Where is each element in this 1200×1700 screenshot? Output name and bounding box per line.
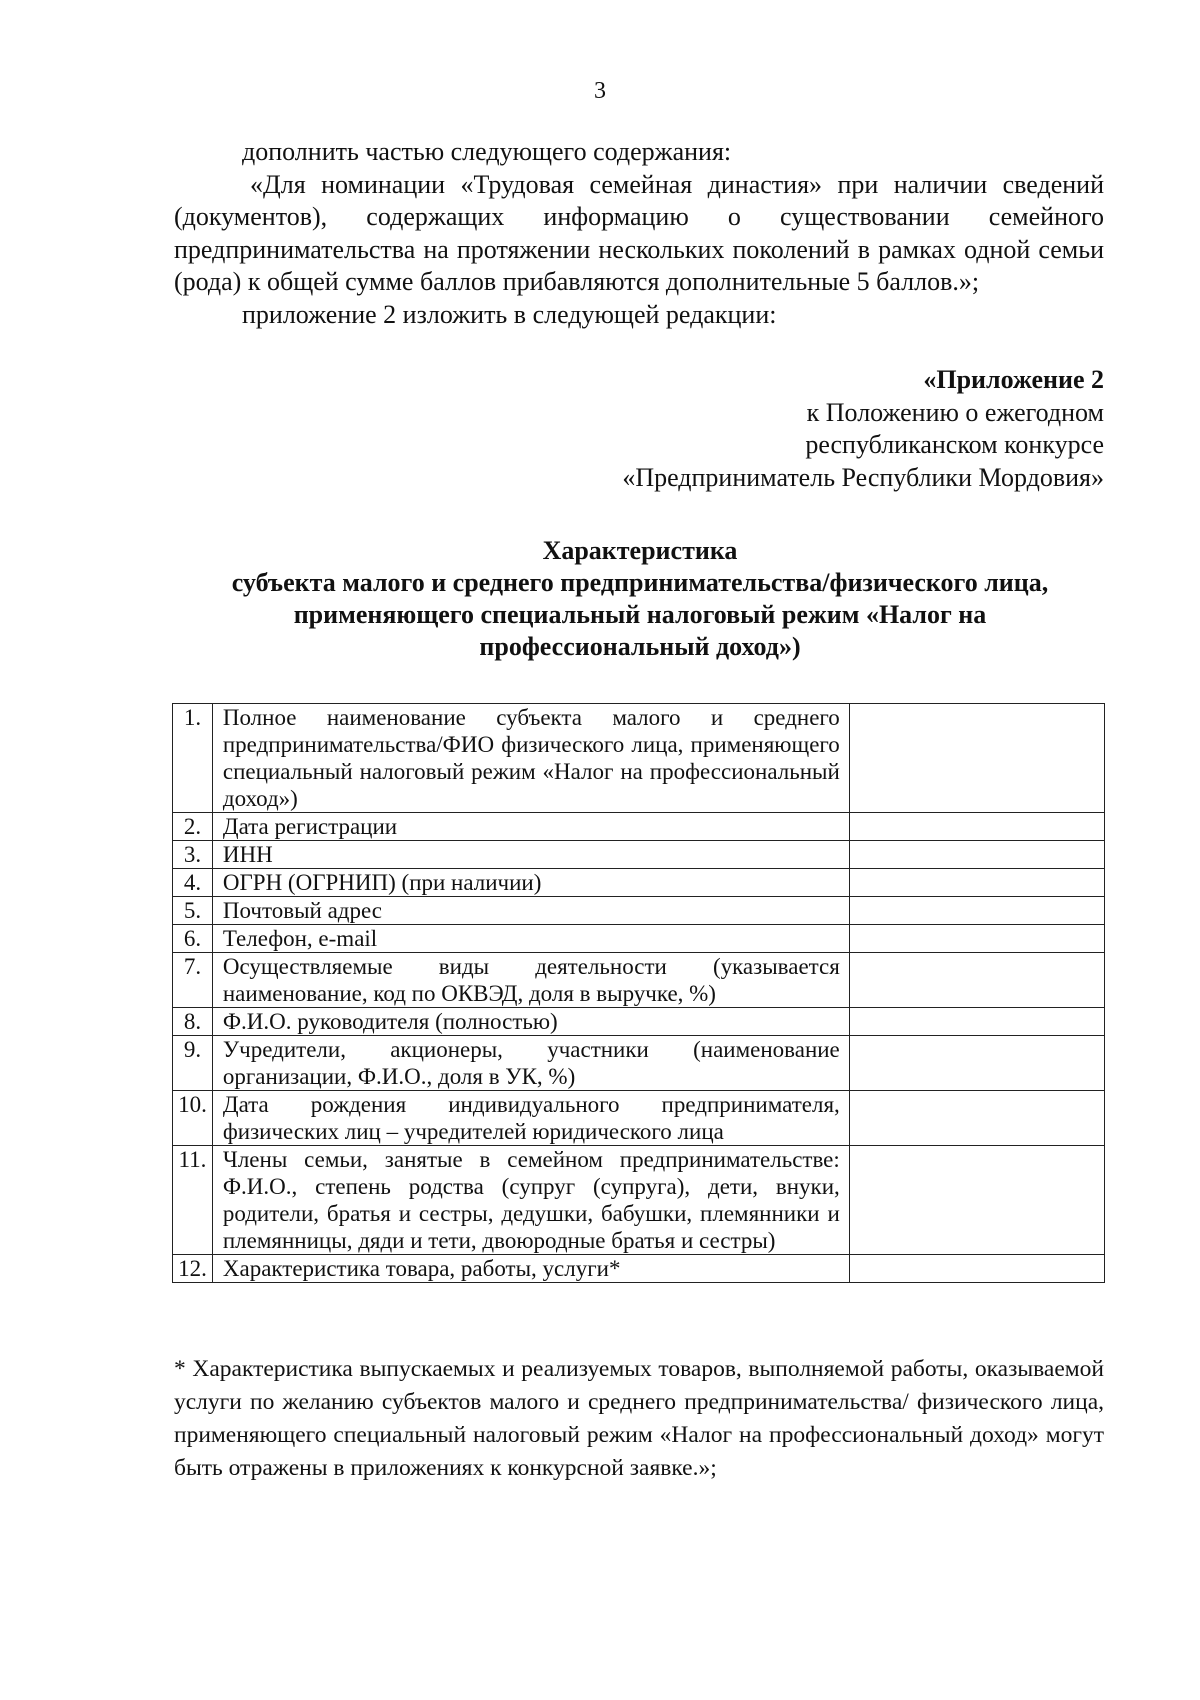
table-row — [173, 1036, 1105, 1091]
table-row — [173, 1008, 1105, 1036]
row-number: 11. — [173, 1146, 213, 1255]
row-description: Почтовый адрес — [212, 897, 849, 925]
row-description: ОГРН (ОГРНИП) (при наличии) — [212, 869, 849, 897]
table-row — [173, 897, 1105, 925]
row-number: 3. — [173, 841, 213, 869]
appendix-line-3: «Предприниматель Республики Мордовия» — [622, 462, 1104, 492]
row-value[interactable] — [849, 1036, 1104, 1091]
row-number: 8. — [173, 1008, 213, 1036]
table-row — [173, 1091, 1105, 1146]
table-row — [173, 841, 1105, 869]
characteristics-table — [172, 703, 1105, 1283]
row-number: 4. — [173, 869, 213, 897]
row-description: Ф.И.О. руководителя (полностью) — [212, 1008, 849, 1036]
row-number: 9. — [173, 1036, 213, 1091]
row-value[interactable] — [849, 1008, 1104, 1036]
table-row — [173, 953, 1105, 1008]
row-number: 12. — [173, 1255, 213, 1283]
table-row — [173, 1146, 1105, 1255]
row-value[interactable] — [849, 1091, 1104, 1146]
row-number: 6. — [173, 925, 213, 953]
row-description: Осуществляемые виды деятельности (указывается наименование, код по ОКВЭД, доля в выручке, %) — [212, 953, 849, 1008]
table-row — [173, 1255, 1105, 1283]
table-row — [173, 813, 1105, 841]
title-line-1: Характеристика — [542, 536, 738, 565]
row-value[interactable] — [849, 897, 1104, 925]
row-description: Телефон, e-mail — [212, 925, 849, 953]
body-text — [174, 136, 1104, 331]
row-number: 10. — [173, 1091, 213, 1146]
row-number: 7. — [173, 953, 213, 1008]
row-description: Полное наименование субъекта малого и среднего предпринимательства/ФИО физического лица, применяющего специальный налоговый режим «Налог на профессиональный доход») — [212, 704, 849, 813]
row-description: Члены семьи, занятые в семейном предпринимательстве: Ф.И.О., степень родства (супруг (супруга), дети, внуки, родители, братья и сестры, дедушки, бабушки, племянники и племянницы, дяди и тети, двоюродные братья и сестры) — [212, 1146, 849, 1255]
row-value[interactable] — [849, 1146, 1104, 1255]
footnote: * Характеристика выпускаемых и реализуемых товаров, выполняемой работы, оказываемой услуги по желанию субъектов малого и среднего предпринимательства/ физического лица, применяющего специальный налоговый режим «Налог на профессиональный доход» могут быть отражены в приложениях к конкурсной заявке.»; — [174, 1356, 1104, 1481]
table-row — [173, 869, 1105, 897]
title-line-2: субъекта малого и среднего предпринимательства/физического лица, — [231, 568, 1049, 597]
title-line-3: применяющего специальный налоговый режим «Налог на — [293, 600, 987, 629]
row-value[interactable] — [849, 869, 1104, 897]
row-number: 5. — [173, 897, 213, 925]
row-description: Характеристика товара, работы, услуги* — [212, 1255, 849, 1283]
appendix-line-1: к Положению о ежегодном — [806, 397, 1104, 427]
document-title — [150, 535, 1130, 663]
page-number: 3 — [594, 78, 606, 104]
row-description: Дата рождения индивидуального предпринимателя, физических лиц – учредителей юридического лица — [212, 1091, 849, 1146]
appendix-header — [622, 364, 1104, 494]
row-description: Учредители, акционеры, участники (наименование организации, Ф.И.О., доля в УК, %) — [212, 1036, 849, 1091]
row-description: Дата регистрации — [212, 813, 849, 841]
row-value[interactable] — [849, 925, 1104, 953]
row-number: 1. — [173, 704, 213, 813]
row-value[interactable] — [849, 704, 1104, 813]
row-number: 2. — [173, 813, 213, 841]
appendix-line-2: республиканском конкурсе — [805, 430, 1104, 459]
row-value[interactable] — [849, 1255, 1104, 1283]
table-row — [173, 925, 1105, 953]
title-line-4: профессиональный доход») — [479, 632, 801, 661]
paragraph-intro: дополнить частью следующего содержания: — [242, 137, 732, 166]
row-value[interactable] — [849, 953, 1104, 1008]
row-description: ИНН — [212, 841, 849, 869]
appendix-label: «Приложение 2 — [923, 365, 1104, 394]
paragraph-appendix-instruction: приложение 2 изложить в следующей редакции: — [242, 299, 777, 329]
paragraph-nomination: «Для номинации «Трудовая семейная династия» при наличии сведений (документов), содержащих информацию о существовании семейного предпринимательства на протяжении нескольких поколений в рамках одной семьи (рода) к общей сумме баллов прибавляются дополнительные 5 баллов.»; — [174, 169, 1104, 296]
row-value[interactable] — [849, 813, 1104, 841]
table-row — [173, 704, 1105, 813]
row-value[interactable] — [849, 841, 1104, 869]
